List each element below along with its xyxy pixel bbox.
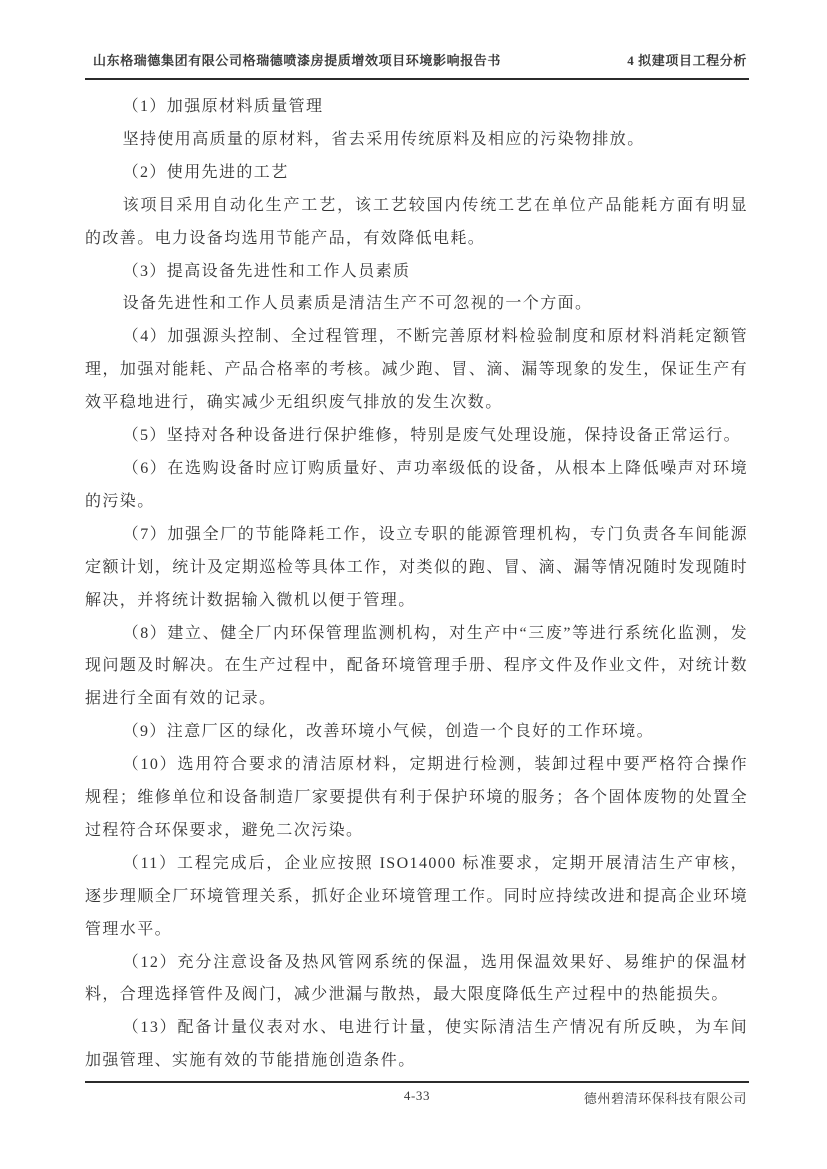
- paragraph-item-1-detail: 坚持使用高质量的原材料，省去采用传统原料及相应的污染物排放。: [122, 130, 645, 148]
- page-number: 4-33: [403, 1088, 431, 1103]
- paragraph-item-7: （7）加强全厂的节能降耗工作，设立专职的能源管理机构，专门负责各车间能源定额计划，统计及定期巡检等具体工作，对类似的跑、冒、滴、漏等情况随时发现随时解决，并将统计数据输入微机以便于管理。: [85, 525, 748, 609]
- paragraph-item-4: （4）加强源头控制、全过程管理，不断完善原材料检验制度和原材料消耗定额管理，加强对能耗、产品合格率的考核。减少跑、冒、滴、漏等现象的发生，保证生产有效平稳地进行，确实减少无组织废气排放的发生次数。: [85, 328, 748, 412]
- footer-company-name: 德州碧清环保科技有限公司: [583, 1091, 747, 1106]
- page-footer: [85, 1081, 749, 1106]
- paragraph-item-11: （11）工程完成后，企业应按照 ISO14000 标准要求，定期开展清洁生产审核，逐步理顺全厂环境管理关系，抓好企业环境管理工作。同时应持续改进和提高企业环境管理水平。: [85, 854, 748, 938]
- paragraph-item-8: （8）建立、健全厂内环保管理监测机构，对生产中“三废”等进行系统化监测，发现问题及时解决。在生产过程中，配备环境管理手册、程序文件及作业文件，对统计数据进行全面有效的记录。: [85, 624, 748, 708]
- footer-row: [85, 1088, 749, 1106]
- page-header: [85, 50, 749, 80]
- paragraph-item-13: （13）配备计量仪表对水、电进行计量，使实际清洁生产情况有所反映，为车间加强管理、实施有效的节能措施创造条件。: [85, 1019, 748, 1070]
- paragraph-item-6: （6）在选购设备时应订购质量好、声功率级低的设备，从根本上降低噪声对环境的污染。: [85, 459, 748, 510]
- paragraph-item-12: （12）充分注意设备及热风管网系统的保温，选用保温效果好、易维护的保温材料，合理选择管件及阀门，减少泄漏与散热，最大限度降低生产过程中的热能损失。: [85, 953, 748, 1004]
- paragraph-item-3-detail: 设备先进性和工作人员素质是清洁生产不可忽视的一个方面。: [122, 295, 593, 313]
- header-chapter-title: 4 拟建项目工程分析: [627, 53, 747, 68]
- paragraph-item-3: （3）提高设备先进性和工作人员素质: [122, 262, 411, 280]
- paragraph-item-10: （10）选用符合要求的清洁原材料，定期进行检测，装卸过程中要严格符合操作规程；维修单位和设备制造厂家要提供有利于保护环境的服务；各个固体废物的处置全过程符合环保要求，避免二次污染。: [85, 756, 748, 839]
- paragraph-item-2-detail: 该项目采用自动化生产工艺，该工艺较国内传统工艺在单位产品能耗方面有明显的改善。电力设备均选用节能产品，有效降低电耗。: [85, 196, 748, 247]
- paragraph-item-2: （2）使用先进的工艺: [122, 163, 289, 181]
- paragraph-item-9: （9）注意厂区的绿化，改善环境小气候，创造一个良好的工作环境。: [122, 723, 654, 741]
- header-doc-title: 山东格瑞德集团有限公司格瑞德喷漆房提质增效项目环境影响报告书: [93, 53, 502, 68]
- paragraph-item-1: （1）加强原材料质量管理: [122, 98, 324, 115]
- paragraph-item-5: （5）坚持对各种设备进行保护维修，特别是废气处理设施，保持设备正常运行。: [122, 427, 741, 445]
- document-body: [85, 91, 748, 1078]
